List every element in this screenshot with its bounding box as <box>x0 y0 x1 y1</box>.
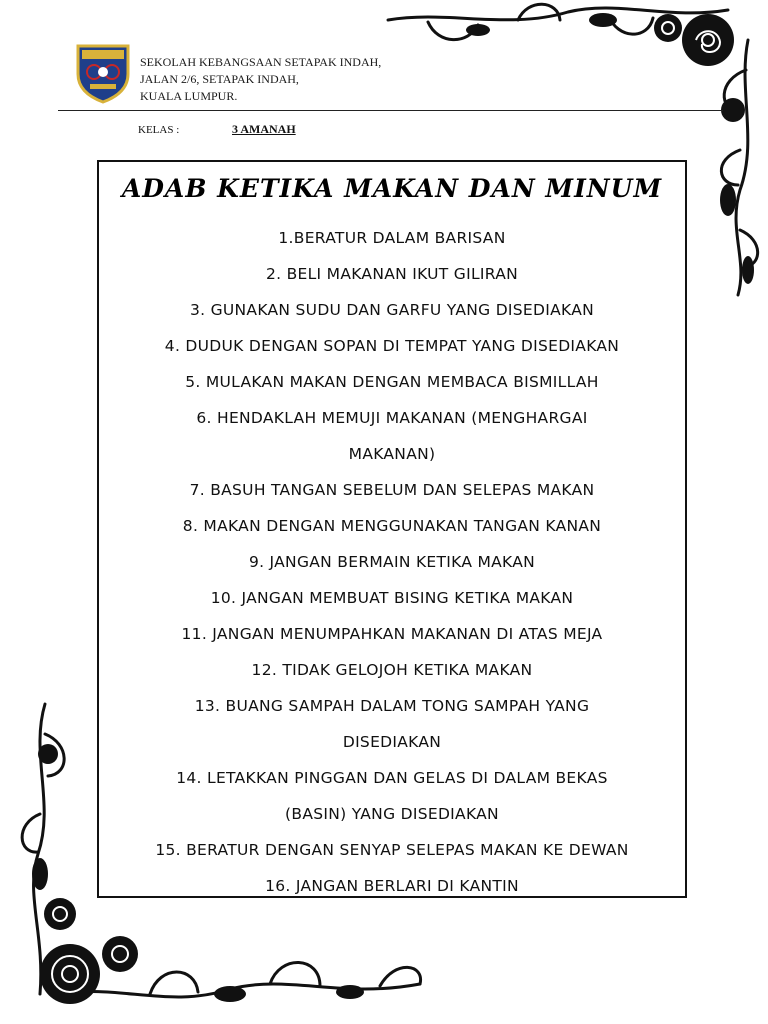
header-divider <box>58 110 723 111</box>
school-address-block <box>140 54 381 105</box>
list-item: 9. JANGAN BERMAIN KETIKA MAKAN <box>248 553 536 571</box>
list-item: 14. LETAKKAN PINGGAN DAN GELAS DI DALAM BEKAS <box>176 769 608 787</box>
list-item: 11. JANGAN MENUMPAHKAN MAKANAN DI ATAS MEJA <box>181 625 603 643</box>
list-item: DISEDIAKAN <box>342 733 442 751</box>
class-value: 3 AMANAH <box>232 122 296 136</box>
list-item: 15. BERATUR DENGAN SENYAP SELEPAS MAKAN KE DEWAN <box>155 841 629 859</box>
rules-list <box>107 220 677 904</box>
list-item: 16. JANGAN BERLARI DI KANTIN <box>265 877 519 895</box>
list-item: 6. HENDAKLAH MEMUJI MAKANAN (MENGHARGAI <box>196 409 588 427</box>
list-item: 2. BELI MAKANAN IKUT GILIRAN <box>265 265 519 283</box>
address-line-2: KUALA LUMPUR. <box>140 89 238 103</box>
address-line-1: JALAN 2/6, SETAPAK INDAH, <box>140 72 299 86</box>
list-item: 7. BASUH TANGAN SEBELUM DAN SELEPAS MAKAN <box>189 481 595 499</box>
list-item: 13. BUANG SAMPAH DALAM TONG SAMPAH YANG <box>194 697 590 715</box>
list-item: (BASIN) YANG DISEDIAKAN <box>285 805 499 823</box>
list-item: 5. MULAKAN MAKAN DENGAN MEMBACA BISMILLAH <box>185 373 599 391</box>
list-item: 4. DUDUK DENGAN SOPAN DI TEMPAT YANG DISEDIAKAN <box>164 337 620 355</box>
list-item: 12. TIDAK GELOJOH KETIKA MAKAN <box>251 661 533 679</box>
list-item: 8. MAKAN DENGAN MENGGUNAKAN TANGAN KANAN <box>182 517 602 535</box>
school-crest-logo <box>74 40 132 104</box>
list-item: 1.BERATUR DALAM BARISAN <box>278 229 506 247</box>
school-header <box>60 36 720 106</box>
page-title: ADAB KETIKA MAKAN DAN MINUM <box>121 174 663 203</box>
list-item: 3. GUNAKAN SUDU DAN GARFU YANG DISEDIAKAN <box>189 301 595 319</box>
class-label: KELAS : <box>138 124 180 136</box>
rules-panel <box>97 160 687 898</box>
school-name: SEKOLAH KEBANGSAAN SETAPAK INDAH, <box>140 55 382 69</box>
list-item: MAKANAN) <box>348 445 436 463</box>
list-item: 10. JANGAN MEMBUAT BISING KETIKA MAKAN <box>210 589 574 607</box>
